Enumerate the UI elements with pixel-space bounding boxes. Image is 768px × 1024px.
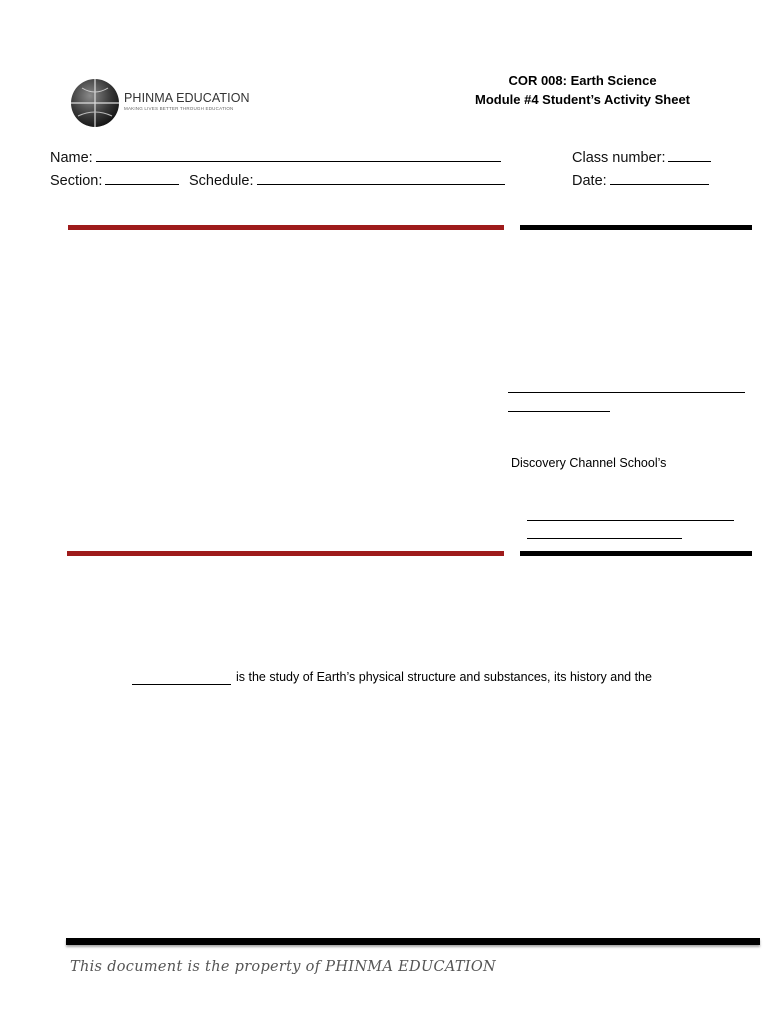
date-label: Date: xyxy=(572,173,607,189)
footer-rule xyxy=(66,938,760,945)
logo-tagline: MAKING LIVES BETTER THROUGH EDUCATION xyxy=(124,106,234,111)
section-blank[interactable] xyxy=(105,170,179,185)
section-field[interactable] xyxy=(50,170,179,189)
top-red-rule xyxy=(68,225,504,230)
name-label: Name: xyxy=(50,150,93,166)
answer-line-2[interactable] xyxy=(508,411,610,412)
date-field[interactable] xyxy=(572,170,709,189)
middle-red-rule xyxy=(67,551,504,556)
class-number-label: Class number: xyxy=(572,150,666,166)
name-field[interactable] xyxy=(50,147,501,166)
schedule-field[interactable] xyxy=(189,170,505,189)
class-number-blank[interactable] xyxy=(668,147,711,162)
geology-sentence: is the study of Earth’s physical structure and substances, its history and the xyxy=(236,670,652,684)
date-blank[interactable] xyxy=(610,170,709,185)
footer-property-text: This document is the property of PHINMA EDUCATION xyxy=(70,959,497,975)
logo-text: PHINMA EDUCATION xyxy=(124,91,250,105)
discovery-text: Discovery Channel School’s xyxy=(511,456,667,470)
schedule-label: Schedule: xyxy=(189,173,254,189)
class-number-field[interactable] xyxy=(572,147,711,166)
section-label: Section: xyxy=(50,173,103,189)
answer-line-1[interactable] xyxy=(508,392,745,393)
top-black-rule xyxy=(520,225,752,230)
answer-line-3[interactable] xyxy=(527,520,734,521)
course-title: COR 008: Earth Science xyxy=(508,73,657,88)
name-blank[interactable] xyxy=(96,147,501,162)
sheet-title: Module #4 Student’s Activity Sheet xyxy=(474,92,691,107)
answer-line-4[interactable] xyxy=(527,538,682,539)
schedule-blank[interactable] xyxy=(257,170,505,185)
geology-blank[interactable] xyxy=(132,684,231,685)
middle-black-rule xyxy=(520,551,752,556)
